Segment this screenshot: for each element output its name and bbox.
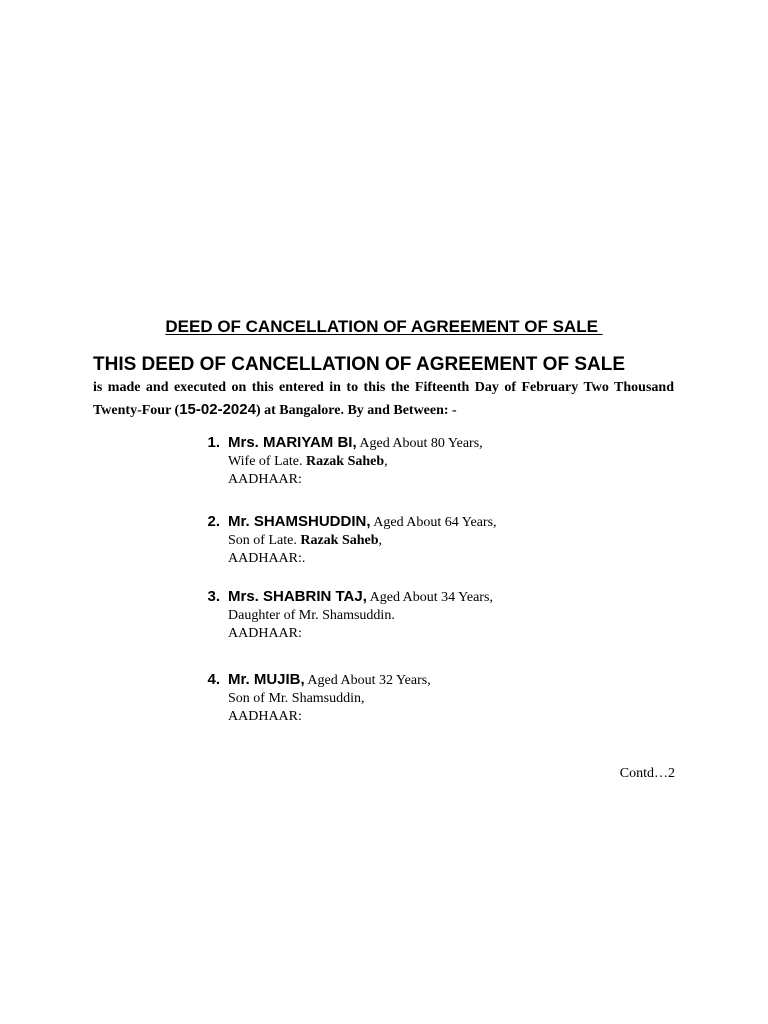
party-relation-line [228,690,668,708]
document-title: DEED OF CANCELLATION OF AGREEMENT OF SALE [165,317,603,336]
party-relation-line [228,532,668,550]
execution-date: 15-02-2024 [179,401,256,418]
party-relation-line [228,607,668,625]
party-name-line [228,434,668,453]
party-relation-prefix: Son of Mr. Shamsuddin, [228,691,365,706]
continued-marker: Contd…2 [619,766,675,781]
party-age: Aged About 80 Years, [356,436,483,451]
party-number: 1. [207,434,220,451]
party-name: Mr. SHAMSHUDDIN, [228,513,371,530]
deed-heading: THIS DEED OF CANCELLATION OF AGREEMENT OF SALE [93,354,625,375]
intro-paragraph [93,377,674,422]
party-name-line [228,671,668,690]
party-name-line [228,588,668,607]
party-number: 4. [207,671,220,688]
party-name: Mr. MUJIB, [228,671,305,688]
party-relation-suffix: , [378,533,383,548]
party-age: Aged About 34 Years, [366,590,493,605]
party-aadhaar: AADHAAR: [228,709,302,724]
party-age: Aged About 32 Years, [304,673,431,688]
party-name-line [228,513,668,532]
party-relation-line [228,453,668,471]
party-aadhaar: AADHAAR: [228,472,302,487]
party-name: Mrs. MARIYAM BI, [228,434,357,451]
party-relation-prefix: Daughter of Mr. Shamsuddin. [228,608,395,623]
party-relation-name: Razak Saheb [305,454,385,469]
party-relation-prefix: Wife of Late. [228,454,306,469]
party-aadhaar: AADHAAR: [228,626,302,641]
party-relation-suffix: , [384,454,388,469]
party-relation-prefix: Son of Late. [228,533,301,548]
intro-text-after-date: ) at Bangalore. By and Between: - [255,403,457,418]
party-name: Mrs. SHABRIN TAJ, [228,588,367,605]
party-relation-name: Razak Saheb [300,533,379,548]
party-aadhaar: AADHAAR:. [228,551,306,566]
party-number: 2. [207,513,220,530]
intro-text-before-date: is made and executed on this entered in to this the Fifteenth Day of February Two Thousand Twenty-Four ( [93,380,674,418]
party-number: 3. [207,588,220,605]
party-age: Aged About 64 Years, [370,515,497,530]
